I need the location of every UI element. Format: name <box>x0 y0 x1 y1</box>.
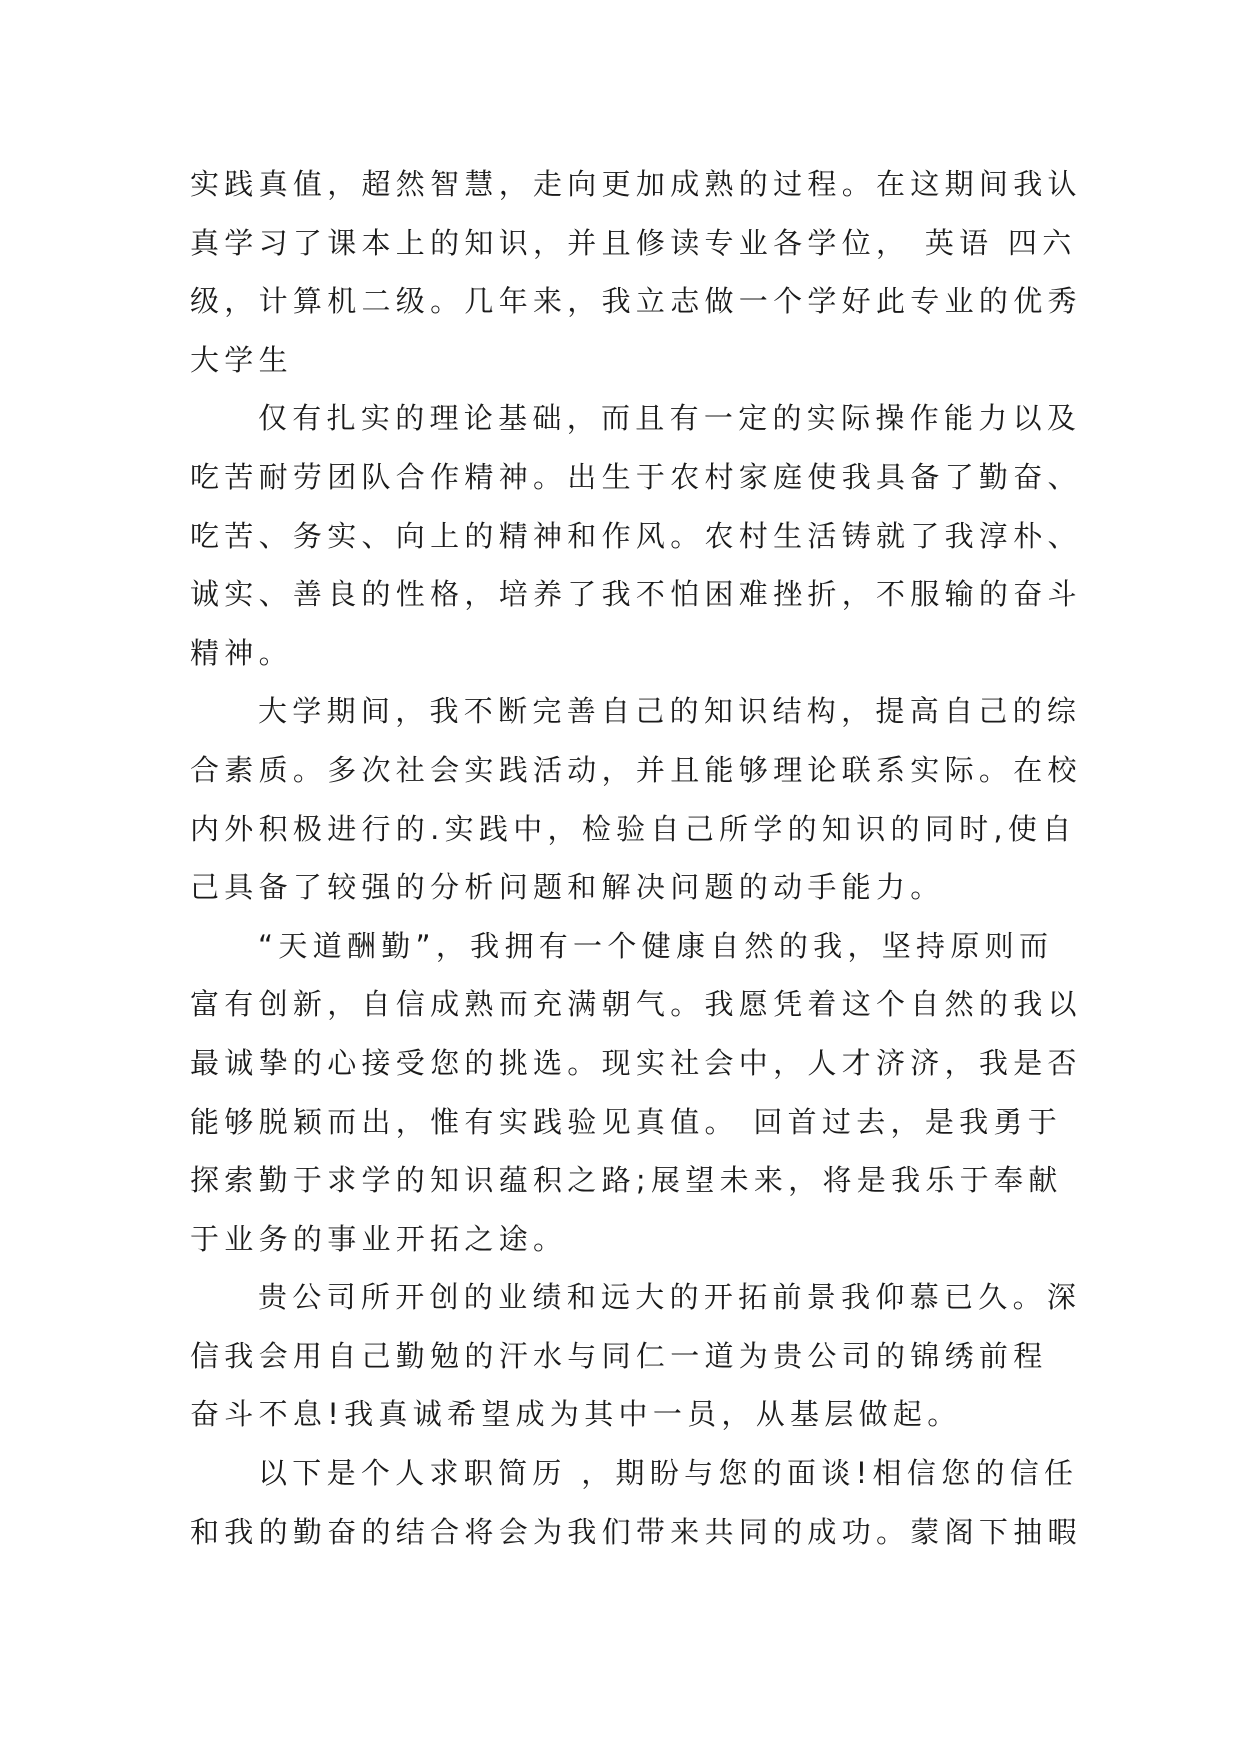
text-line: 最诚挚的心接受您的挑选。现实社会中，人才济济，我是否 <box>190 1045 1082 1080</box>
text-line: 吃苦耐劳团队合作精神。出生于农村家庭使我具备了勤奋、 <box>190 459 1082 494</box>
text-line: 精神。 <box>190 635 293 670</box>
paragraph-first-line: 以下是个人求职简历 ，期盼与您的面谈!相信您的信任 <box>258 1456 1079 1491</box>
text-line: 奋斗不息!我真诚希望成为其中一员，从基层做起。 <box>190 1397 962 1432</box>
text-line: 和我的勤奋的结合将会为我们带来共同的成功。蒙阁下抽暇 <box>190 1514 1082 1549</box>
text-line: 己具备了较强的分析问题和解决问题的动手能力。 <box>190 870 945 905</box>
text-line: 大学生 <box>190 342 293 377</box>
paragraph-first-line: “天道酬勤”，我拥有一个健康自然的我，坚持原则而 <box>258 928 1054 963</box>
text-line: 实践真值，超然智慧，走向更加成熟的过程。在这期间我认 <box>190 167 1082 201</box>
text-line: 吃苦、务实、向上的精神和作风。农村生活铸就了我淳朴、 <box>190 518 1082 553</box>
text-line: 能够脱颖而出，惟有实践验见真值。 回首过去，是我勇于 <box>190 1104 1063 1139</box>
text-line: 内外积极进行的.实践中，检验自己所学的知识的同时,使自 <box>190 811 1077 846</box>
text-line: 合素质。多次社会实践活动，并且能够理论联系实际。在校 <box>190 752 1082 787</box>
text-line: 于业务的事业开拓之途。 <box>190 1221 568 1256</box>
text-line: 级，计算机二级。几年来，我立志做一个学好此专业的优秀 <box>190 284 1082 319</box>
text-line: 真学习了课本上的知识，并且修读专业各学位， 英语 四六 <box>190 225 1077 260</box>
document-body <box>190 155 1082 1561</box>
paragraph-first-line: 贵公司所开创的业绩和远大的开拓前景我仰慕已久。深 <box>258 1280 1082 1315</box>
paragraph-first-line: 仅有扎实的理论基础，而且有一定的实际操作能力以及 <box>258 401 1082 436</box>
text-line: 诚实、善良的性格，培养了我不怕困难挫折，不服输的奋斗 <box>190 577 1082 612</box>
paragraph-first-line: 大学期间，我不断完善自己的知识结构，提高自己的综 <box>258 694 1082 729</box>
text-line: 信我会用自己勤勉的汗水与同仁一道为贵公司的锦绣前程 <box>190 1338 1048 1373</box>
text-line: 富有创新，自信成熟而充满朝气。我愿凭着这个自然的我以 <box>190 987 1082 1022</box>
text-line: 探索勤于求学的知识蕴积之路;展望未来，将是我乐于奉献 <box>190 1163 1063 1198</box>
